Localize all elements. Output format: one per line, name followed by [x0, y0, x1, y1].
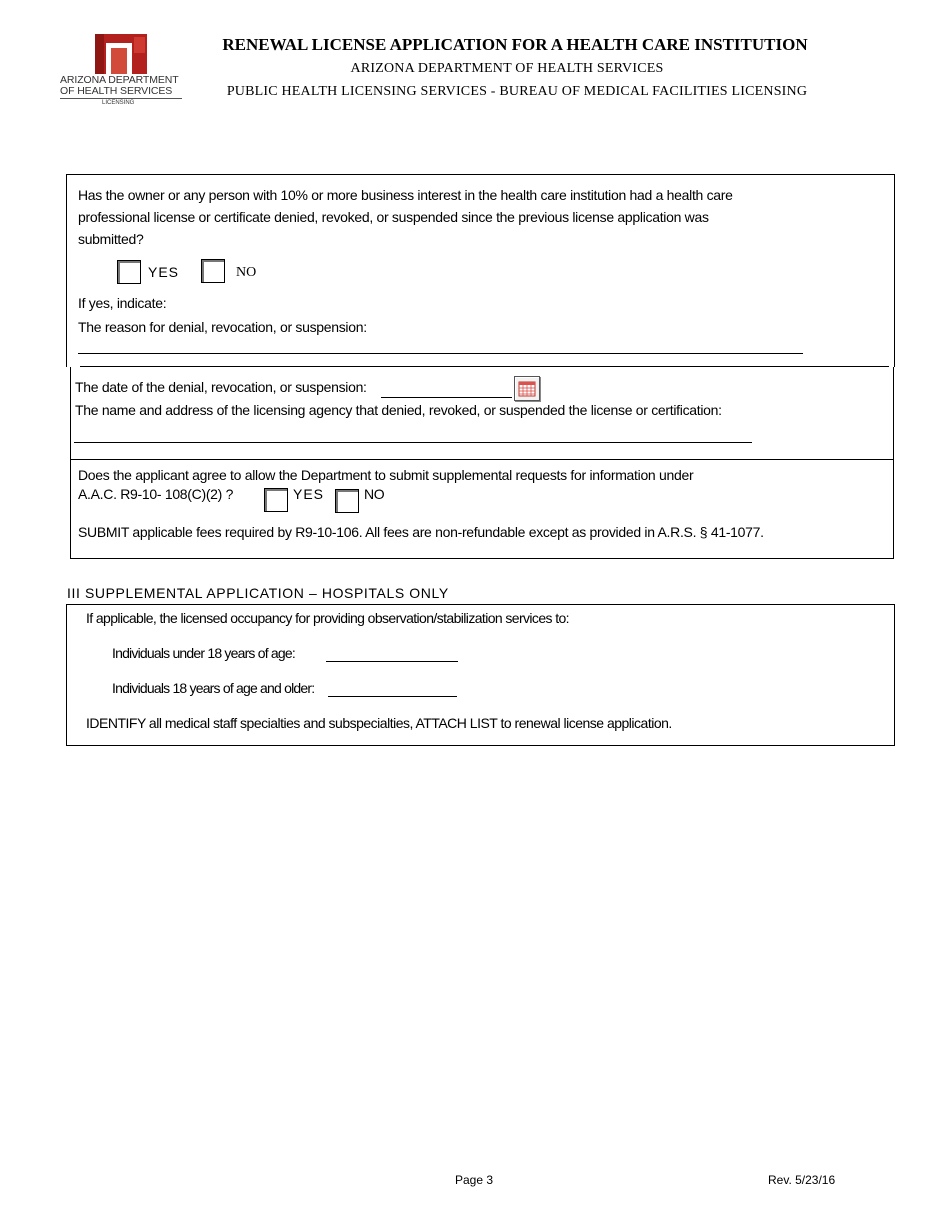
- denial-question-line1: Has the owner or any person with 10% or more business interest in the health care institution had a health care: [78, 187, 733, 203]
- section-c-right-border: [893, 459, 894, 558]
- under18-label: Individuals under 18 years of age:: [112, 645, 295, 661]
- calendar-icon: [515, 377, 539, 400]
- under18-input-line[interactable]: [326, 661, 458, 662]
- section-divider-2: [71, 459, 893, 460]
- denial-yes-checkbox[interactable]: [117, 260, 141, 284]
- over18-label: Individuals 18 years of age and older:: [112, 680, 315, 696]
- denial-question-line2: professional license or certificate denied, revoked, or suspended since the previous license application was: [78, 209, 709, 225]
- date-label: The date of the denial, revocation, or suspension:: [75, 379, 367, 395]
- logo-text-line1: ARIZONA DEPARTMENT: [60, 74, 179, 86]
- section-b-right-border: [893, 367, 894, 460]
- denial-no-checkbox[interactable]: [201, 259, 225, 283]
- department-name: ARIZONA DEPARTMENT OF HEALTH SERVICES: [350, 61, 664, 76]
- agency-input-line[interactable]: [74, 442, 752, 443]
- logo-divider: [60, 98, 182, 99]
- section-b-left-border: [70, 367, 71, 460]
- calendar-button[interactable]: [514, 376, 540, 401]
- logo-text-line2: OF HEALTH SERVICES: [60, 85, 173, 97]
- if-yes-label: If yes, indicate:: [78, 295, 167, 311]
- denial-question-line3: submitted?: [78, 231, 144, 247]
- form-title: RENEWAL LICENSE APPLICATION FOR A HEALTH CARE INSTITUTION: [222, 35, 808, 54]
- reason-label: The reason for denial, revocation, or suspension:: [78, 319, 367, 335]
- supplemental-no-label: NO: [364, 486, 385, 502]
- supplemental-no-checkbox[interactable]: [335, 489, 359, 513]
- section-iii-heading: III SUPPLEMENTAL APPLICATION – HOSPITALS ONLY: [67, 585, 449, 601]
- identify-statement: IDENTIFY all medical staff specialties and subspecialties, ATTACH LIST to renewal license application.: [86, 715, 672, 731]
- revision-date: Rev. 5/23/16: [768, 1173, 836, 1187]
- section-divider-1: [80, 366, 889, 367]
- denial-no-label: NO: [236, 265, 257, 280]
- over18-input-line[interactable]: [328, 696, 457, 697]
- reason-input-line[interactable]: [78, 353, 803, 354]
- supplemental-question-line1: Does the applicant agree to allow the Department to submit supplemental requests for information under: [78, 467, 694, 483]
- occupancy-intro: If applicable, the licensed occupancy for providing observation/stabilization services to:: [86, 610, 569, 626]
- logo-mark-icon: [94, 33, 148, 75]
- denial-yes-label: YES: [148, 264, 180, 280]
- date-input-line[interactable]: [381, 397, 512, 398]
- supplemental-yes-label: YES: [293, 486, 325, 502]
- fees-statement: SUBMIT applicable fees required by R9-10-106. All fees are non-refundable except as provided in A.R.S. § 41-1077.: [78, 524, 764, 540]
- supplemental-yes-checkbox[interactable]: [264, 488, 288, 512]
- section-c-left-border: [70, 459, 71, 558]
- page-number: Page 3: [455, 1173, 494, 1187]
- bureau-name: PUBLIC HEALTH LICENSING SERVICES - BUREAU OF MEDICAL FACILITIES LICENSING: [226, 84, 808, 99]
- agency-label: The name and address of the licensing agency that denied, revoked, or suspended the license or certification:: [75, 402, 722, 418]
- section-c-bottom-border: [70, 558, 894, 559]
- supplemental-question-line2: A.A.C. R9-10- 108(C)(2) ?: [78, 486, 234, 502]
- logo-text-line3: LICENSING: [102, 100, 135, 106]
